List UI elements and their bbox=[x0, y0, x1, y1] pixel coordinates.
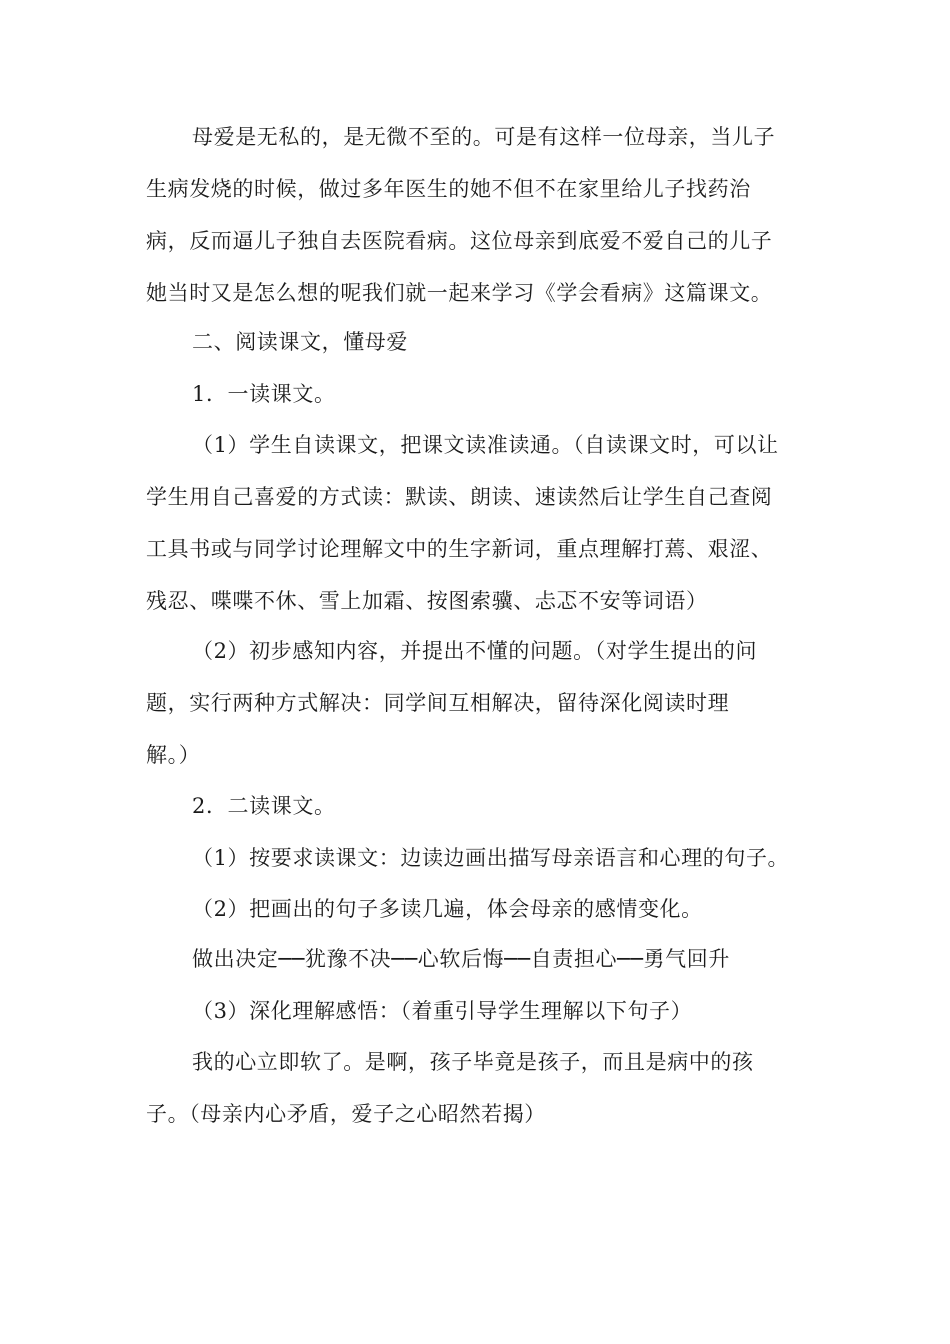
paragraph-intro-line-4: 她当时又是怎么想的呢我们就一起来学习《学会看病》这篇课文。 bbox=[146, 281, 773, 305]
item-deepen-understanding: （3）深化理解感悟：（着重引导学生理解以下句子） bbox=[192, 999, 693, 1023]
item-mark-sentences: （1）按要求读课文：边读边画出描写母亲语言和心理的句子。 bbox=[192, 846, 790, 870]
paragraph-intro-line-3: 病，反而逼儿子独自去医院看病。这位母亲到底爱不爱自己的儿子 bbox=[146, 229, 773, 253]
item-self-reading-line-2: 学生用自己喜爱的方式读：默读、朗读、速读然后让学生自己查阅 bbox=[146, 485, 773, 509]
item-self-reading-line-1: （1）学生自读课文，把课文读准读通。（自读课文时，可以让 bbox=[192, 433, 779, 457]
section-heading-reading: 二、阅读课文，懂母爱 bbox=[192, 330, 408, 354]
paragraph-intro-line-2: 生病发烧的时候，做过多年医生的她不但不在家里给儿子找药治 bbox=[146, 177, 751, 201]
emotion-sequence: 做出决定──犹豫不决──心软后悔──自责担心──勇气回升 bbox=[192, 947, 730, 971]
item-questions-line-3: 解。） bbox=[146, 743, 201, 767]
item-questions-line-1: （2）初步感知内容，并提出不懂的问题。（对学生提出的问 bbox=[192, 639, 758, 663]
quote-line-1: 我的心立即软了。是啊，孩子毕竟是孩子，而且是病中的孩 bbox=[192, 1050, 754, 1074]
paragraph-intro-line-1: 母爱是无私的，是无微不至的。可是有这样一位母亲，当儿子 bbox=[192, 125, 776, 149]
item-self-reading-line-3: 工具书或与同学讨论理解文中的生字新词，重点理解打蔫、艰涩、 bbox=[146, 537, 773, 561]
item-reread-sentences: （2）把画出的句子多读几遍，体会母亲的感情变化。 bbox=[192, 897, 703, 921]
quote-line-2: 子。（母亲内心矛盾，爱子之心昭然若揭） bbox=[146, 1102, 546, 1126]
item-questions-line-2: 题，实行两种方式解决：同学间互相解决，留待深化阅读时理 bbox=[146, 691, 730, 715]
item-self-reading-line-4: 残忍、喋喋不休、雪上加霜、按图索骥、忐忑不安等词语） bbox=[146, 589, 708, 613]
step-heading-second-reading: 2．二读课文。 bbox=[192, 794, 336, 818]
step-heading-first-reading: 1．一读课文。 bbox=[192, 382, 336, 406]
